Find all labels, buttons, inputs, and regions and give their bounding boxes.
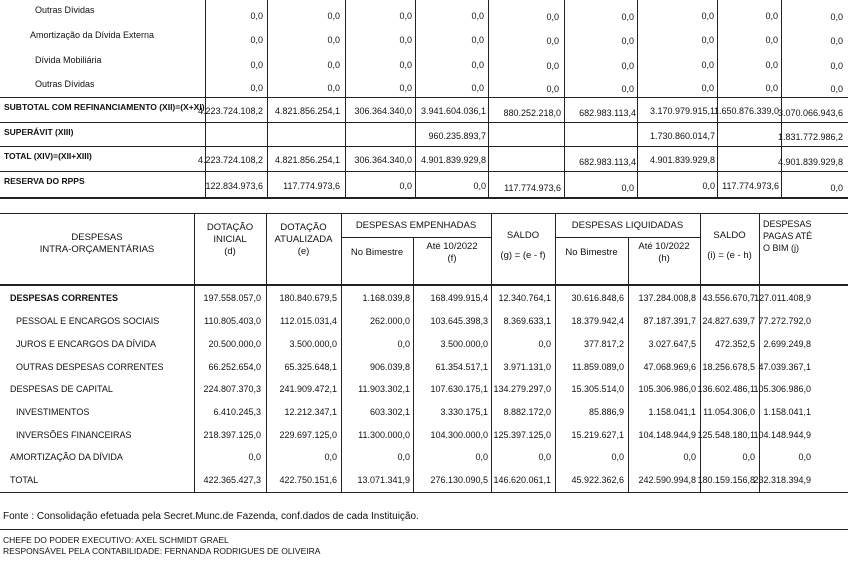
cell-value: 960.235.893,7 bbox=[428, 131, 486, 141]
source-note: Fonte : Consolidação efetuada pela Secret.Munc.de Fazenda, conf.dados de cada Instituição. bbox=[3, 511, 419, 522]
cell-value: 682.983.113,4 bbox=[579, 108, 636, 118]
cell-value: 880.252.218,0 bbox=[503, 108, 561, 118]
cell-value: 4.901.839.929,8 bbox=[649, 155, 715, 165]
cell-value: 0,0 bbox=[399, 35, 412, 45]
row-label: DESPESAS CORRENTES bbox=[10, 293, 119, 303]
top-col-divider bbox=[717, 0, 718, 198]
cell-value: 180.840.679,5 bbox=[279, 293, 337, 303]
cell-value: 224.807.370,3 bbox=[203, 384, 261, 394]
cell-value: 0,0 bbox=[621, 84, 634, 94]
cell-value: 197.558.057,0 bbox=[203, 293, 261, 303]
cell-value: 0,0 bbox=[830, 84, 843, 94]
cell-value: 13.071.341,9 bbox=[357, 475, 410, 485]
cell-value: 0,0 bbox=[683, 452, 696, 462]
header-emp-no-bimestre: No Bimestre bbox=[350, 247, 404, 258]
row-label: Outras Dívidas bbox=[35, 5, 95, 15]
row-label: Amortização da Dívida Externa bbox=[30, 30, 155, 40]
cell-value: 0,0 bbox=[701, 35, 714, 45]
cell-value: 125.548.180,1 bbox=[697, 430, 755, 440]
header-dotacao-atualizada: DOTAÇÃO ATUALIZADA (e) bbox=[274, 222, 333, 257]
cell-value: 180.159.156,8 bbox=[697, 475, 755, 485]
top-col-divider bbox=[267, 0, 268, 198]
header-despesas-empenhadas: DESPESAS EMPENHADAS bbox=[355, 220, 477, 231]
cell-value: 2.699.249,8 bbox=[763, 339, 811, 349]
header-bottom-border bbox=[0, 284, 848, 286]
cell-value: 47.039.367,1 bbox=[758, 362, 811, 372]
cell-value: 306.364.340,0 bbox=[354, 155, 412, 165]
cell-value: 4.901.839.929,8 bbox=[420, 155, 486, 165]
footer-divider bbox=[0, 529, 848, 530]
cell-value: 61.354.517,1 bbox=[435, 362, 488, 372]
cell-value: 0,0 bbox=[546, 12, 559, 22]
cell-value: 3.170.979.915,1 bbox=[649, 106, 715, 116]
executive-chief: CHEFE DO PODER EXECUTIVO: AXEL SCHMIDT GRAEL bbox=[3, 535, 229, 545]
cell-value: 136.602.486,1 bbox=[697, 384, 755, 394]
cell-value: 137.284.008,8 bbox=[638, 293, 696, 303]
cell-value: 6.410.245,3 bbox=[213, 407, 261, 417]
header-emp-ate: Até 10/2022 (f) bbox=[426, 241, 478, 264]
cell-value: 3.971.131,0 bbox=[503, 362, 551, 372]
cell-value: 11.903.302,1 bbox=[358, 384, 410, 394]
cell-value: 47.068.969,6 bbox=[643, 362, 696, 372]
cell-value: 0,0 bbox=[471, 11, 484, 21]
cell-value: 1.158.041,1 bbox=[648, 407, 696, 417]
cell-value: 0,0 bbox=[327, 83, 340, 93]
cell-value: 0,0 bbox=[250, 60, 263, 70]
cell-value: 0,0 bbox=[830, 183, 843, 193]
cell-value: 1.730.860.014,7 bbox=[649, 131, 715, 141]
cell-value: 4.821.856.254,1 bbox=[274, 106, 340, 116]
top-col-divider bbox=[637, 0, 638, 198]
cell-value: 18.256.678,5 bbox=[702, 362, 755, 372]
col-divider bbox=[413, 237, 414, 493]
row-label: TOTAL bbox=[10, 475, 39, 485]
cell-value: 3.500.000,0 bbox=[289, 339, 337, 349]
table-bottom-border bbox=[0, 492, 848, 493]
cell-value: 472.352,5 bbox=[714, 339, 755, 349]
cell-value: 3.027.647,5 bbox=[648, 339, 696, 349]
row-label: SUBTOTAL COM REFINANCIAMENTO (XII)=(X+XI) bbox=[4, 102, 205, 112]
cell-value: 0,0 bbox=[701, 60, 714, 70]
cell-value: 0,0 bbox=[399, 83, 412, 93]
row-label: DESPESAS DE CAPITAL bbox=[10, 384, 113, 394]
cell-value: 0,0 bbox=[798, 452, 811, 462]
cell-value: 20.500.000,0 bbox=[208, 339, 261, 349]
cell-value: 242.590.994,8 bbox=[638, 475, 696, 485]
cell-value: 0,0 bbox=[397, 339, 410, 349]
cell-value: 4.223.724.108,2 bbox=[197, 155, 263, 165]
header-liq-no-bimestre: No Bimestre bbox=[565, 247, 618, 258]
cell-value: 146.620.061,1 bbox=[493, 475, 551, 485]
row-divider bbox=[0, 146, 848, 147]
cell-value: 682.983.113,4 bbox=[579, 157, 636, 167]
cell-value: 168.499.915,4 bbox=[430, 293, 488, 303]
cell-value: 3.941.604.036,1 bbox=[420, 106, 486, 116]
cell-value: 12.212.347,1 bbox=[284, 407, 337, 417]
cell-value: 0,0 bbox=[546, 84, 559, 94]
header-pagas: DESPESAS PAGAS ATÉ O BIM (j) bbox=[763, 219, 813, 253]
cell-value: 112.015.031,4 bbox=[280, 316, 337, 326]
cell-value: 276.130.090,5 bbox=[430, 475, 488, 485]
row-divider bbox=[0, 197, 848, 199]
cell-value: 0,0 bbox=[765, 11, 778, 21]
row-label: TOTAL (XIV)=(XII+XIII) bbox=[4, 151, 92, 161]
cell-value: 422.750.151,6 bbox=[279, 475, 337, 485]
cell-value: 906.039,8 bbox=[369, 362, 410, 372]
row-label: Dívida Mobiliária bbox=[35, 55, 102, 65]
cell-value: 0,0 bbox=[397, 452, 410, 462]
cell-value: 0,0 bbox=[538, 452, 551, 462]
top-col-divider bbox=[781, 0, 782, 198]
row-label: Outras Dívidas bbox=[35, 79, 95, 89]
top-col-divider bbox=[345, 0, 346, 198]
cell-value: 0,0 bbox=[248, 452, 261, 462]
cell-value: 0,0 bbox=[621, 61, 634, 71]
cell-value: 0,0 bbox=[538, 339, 551, 349]
cell-value: 0,0 bbox=[742, 452, 755, 462]
cell-value: 229.697.125,0 bbox=[279, 430, 337, 440]
cell-value: 11.300.000,0 bbox=[358, 430, 410, 440]
cell-value: 0,0 bbox=[621, 12, 634, 22]
cell-value: 218.397.125,0 bbox=[203, 430, 261, 440]
cell-value: 603.302,1 bbox=[369, 407, 410, 417]
cell-value: 0,0 bbox=[399, 11, 412, 21]
cell-value: 422.365.427,3 bbox=[203, 475, 261, 485]
cell-value: 0,0 bbox=[830, 12, 843, 22]
header-liq-ate: Até 10/2022 (h) bbox=[638, 241, 690, 264]
cell-value: 18.379.942,4 bbox=[571, 316, 624, 326]
cell-value: 11.054.306,0 bbox=[703, 407, 755, 417]
cell-value: 3.500.000,0 bbox=[440, 339, 488, 349]
cell-value: 0,0 bbox=[765, 83, 778, 93]
top-col-divider bbox=[564, 0, 565, 198]
cell-value: 0,0 bbox=[702, 181, 715, 191]
cell-value: 0,0 bbox=[765, 60, 778, 70]
cell-value: 0,0 bbox=[250, 35, 263, 45]
cell-value: 0,0 bbox=[611, 452, 624, 462]
row-label: JUROS E ENCARGOS DA DÍVIDA bbox=[16, 339, 157, 349]
row-label: OUTRAS DESPESAS CORRENTES bbox=[16, 362, 164, 372]
cell-value: 0,0 bbox=[471, 35, 484, 45]
cell-value: 0,0 bbox=[473, 181, 486, 191]
cell-value: 0,0 bbox=[327, 11, 340, 21]
cell-value: 103.645.398,3 bbox=[430, 316, 488, 326]
header-saldo-i: SALDO (i) = (e - h) bbox=[707, 230, 752, 261]
row-divider bbox=[0, 97, 848, 98]
cell-value: 0,0 bbox=[830, 61, 843, 71]
cell-value: 0,0 bbox=[475, 452, 488, 462]
cell-value: 117.774.973,6 bbox=[504, 183, 561, 193]
top-col-divider bbox=[488, 0, 489, 198]
cell-value: 377.817,2 bbox=[583, 339, 624, 349]
cell-value: 125.397.125,0 bbox=[493, 430, 551, 440]
cell-value: 306.364.340,0 bbox=[354, 106, 412, 116]
cell-value: 24.827.639,7 bbox=[702, 316, 755, 326]
cell-value: 0,0 bbox=[327, 60, 340, 70]
cell-value: 8.882.172,0 bbox=[503, 407, 551, 417]
row-label: RESERVA DO RPPS bbox=[4, 176, 85, 186]
cell-value: 1.168.039,8 bbox=[362, 293, 410, 303]
cell-value: 0,0 bbox=[250, 11, 263, 21]
cell-value: 0,0 bbox=[830, 36, 843, 46]
cell-value: 0,0 bbox=[701, 11, 714, 21]
cell-value: 12.340.764,1 bbox=[498, 293, 551, 303]
header-dotacao-inicial: DOTAÇÃO INICIAL (d) bbox=[206, 222, 254, 257]
row-label: PESSOAL E ENCARGOS SOCIAIS bbox=[16, 316, 160, 326]
cell-value: 11.859.089,0 bbox=[572, 362, 624, 372]
col-divider bbox=[759, 213, 760, 493]
top-col-divider bbox=[415, 0, 416, 198]
cell-value: 117.774.973,6 bbox=[722, 181, 779, 191]
cell-value: 15.305.514,0 bbox=[571, 384, 624, 394]
row-label: AMORTIZAÇÃO DA DÍVIDA bbox=[10, 452, 123, 462]
cell-value: 4.223.724.108,2 bbox=[197, 106, 263, 116]
cell-value: 15.219.627,1 bbox=[571, 430, 624, 440]
cell-value: 0,0 bbox=[327, 35, 340, 45]
cell-value: 105.306.986,0 bbox=[638, 384, 696, 394]
cell-value: 117.774.973,6 bbox=[283, 181, 340, 191]
cell-value: 0,0 bbox=[546, 61, 559, 71]
cell-value: 0,0 bbox=[621, 36, 634, 46]
header-despesas: DESPESAS INTRA-ORÇAMENTÁRIAS bbox=[39, 232, 155, 255]
cell-value: 0,0 bbox=[621, 183, 634, 193]
cell-value: 134.279.297,0 bbox=[493, 384, 551, 394]
cell-value: 85.886,9 bbox=[588, 407, 624, 417]
cell-value: 107.630.175,1 bbox=[430, 384, 488, 394]
accounting-responsible: RESPONSÁVEL PELA CONTABILIDADE: FERNANDA RODRIGUES DE OLIVEIRA bbox=[3, 546, 321, 556]
cell-value: 66.252.654,0 bbox=[208, 362, 261, 372]
cell-value: 0,0 bbox=[324, 452, 337, 462]
cell-value: 45.922.362,6 bbox=[571, 475, 624, 485]
cell-value: 127.011.408,9 bbox=[754, 293, 811, 303]
col-divider bbox=[628, 237, 629, 493]
cell-value: 1.831.772.986,2 bbox=[777, 132, 843, 142]
header-despesas-liquidadas: DESPESAS LIQUIDADAS bbox=[571, 220, 684, 231]
cell-value: 0,0 bbox=[250, 83, 263, 93]
cell-value: 0,0 bbox=[701, 83, 714, 93]
cell-value: 87.187.391,7 bbox=[643, 316, 696, 326]
cell-value: 1.158.041,1 bbox=[763, 407, 811, 417]
row-label: INVESTIMENTOS bbox=[16, 407, 90, 417]
cell-value: 3.330.175,1 bbox=[440, 407, 488, 417]
cell-value: 30.616.848,6 bbox=[571, 293, 624, 303]
cell-value: 65.325.648,1 bbox=[284, 362, 337, 372]
cell-value: 105.306.986,0 bbox=[753, 384, 811, 394]
cell-value: 0,0 bbox=[471, 60, 484, 70]
cell-value: 110.805.403,0 bbox=[204, 316, 261, 326]
cell-value: 4.901.839.929,8 bbox=[777, 157, 843, 167]
cell-value: 0,0 bbox=[471, 83, 484, 93]
row-divider bbox=[0, 171, 848, 172]
cell-value: 104.300.000,0 bbox=[430, 430, 488, 440]
top-col-divider bbox=[205, 0, 206, 198]
cell-value: 104.148.944,9 bbox=[753, 430, 811, 440]
cell-value: 104.148.944,9 bbox=[638, 430, 696, 440]
cell-value: 122.834.973,6 bbox=[205, 181, 263, 191]
cell-value: 0,0 bbox=[765, 35, 778, 45]
cell-value: 241.909.472,1 bbox=[279, 384, 337, 394]
cell-value: 0,0 bbox=[546, 36, 559, 46]
cell-value: 4.821.856.254,1 bbox=[274, 155, 340, 165]
cell-value: 1.650.876.339,0 bbox=[713, 106, 779, 116]
cell-value: 43.556.670,7 bbox=[702, 293, 755, 303]
table-top-border bbox=[0, 213, 848, 214]
cell-value: 232.318.394,9 bbox=[753, 475, 811, 485]
cell-value: 0,0 bbox=[399, 60, 412, 70]
cell-value: 3.070.066.943,6 bbox=[777, 108, 843, 118]
cell-value: 262.000,0 bbox=[369, 316, 410, 326]
row-divider bbox=[0, 122, 848, 123]
cell-value: 0,0 bbox=[399, 181, 412, 191]
subheader-line bbox=[341, 237, 491, 238]
cell-value: 8.369.633,1 bbox=[503, 316, 551, 326]
row-label: SUPERÁVIT (XIII) bbox=[4, 127, 74, 137]
header-saldo-g: SALDO (g) = (e - f) bbox=[500, 230, 546, 261]
cell-value: 77.272.792,0 bbox=[758, 316, 811, 326]
row-label: INVERSÕES FINANCEIRAS bbox=[16, 430, 132, 440]
